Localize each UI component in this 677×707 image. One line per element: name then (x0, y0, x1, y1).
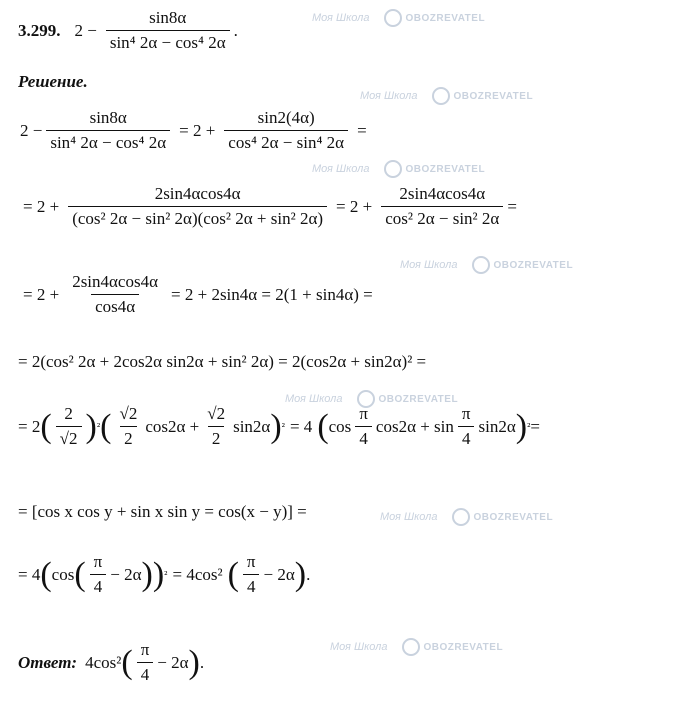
paren-open: ( (100, 407, 112, 445)
line7-lead: = 4 (18, 564, 41, 584)
line7-fraction-2 (243, 552, 260, 597)
watermark-brand: OBOZREVATEL (493, 259, 574, 271)
watermark (330, 638, 503, 656)
line2-den-a: (cos² 2α − sin² 2α)(cos² 2α + sin² 2α) (68, 206, 327, 229)
paren-open: ( (317, 407, 329, 445)
line5-power-1: ² (96, 420, 101, 433)
solution-line-4 (18, 352, 426, 372)
line4-text: = 2(cos² 2α + 2cos2α sin2α + sin² 2α) = 2(cos2α + sin2α)² = (18, 352, 427, 371)
answer-fraction (137, 640, 154, 685)
problem-lead: 2 − (74, 20, 97, 40)
paren-close: ) (294, 555, 307, 593)
line3-fraction (68, 272, 162, 317)
line5-num-5: π (461, 404, 471, 423)
watermark-logo-icon (452, 508, 470, 526)
solution-line-5 (18, 404, 540, 449)
answer-tail: − 2α (157, 652, 189, 672)
line7-num-1: π (93, 552, 103, 571)
problem-fraction (106, 8, 230, 53)
line7-num-2: π (246, 552, 256, 571)
line5-fraction-5 (458, 404, 475, 449)
line5-fraction-1 (56, 404, 82, 449)
line5-fraction-2 (115, 404, 141, 449)
line5-power-2: ² (281, 420, 285, 433)
line1-num-a: sin8α (89, 108, 127, 127)
watermark (312, 160, 485, 178)
line5-eq: = 4 (289, 416, 313, 436)
solution-line-6 (18, 502, 307, 522)
paren-open: ( (40, 555, 52, 593)
watermark-brand: OBOZREVATEL (405, 12, 486, 24)
watermark-school: Моя Школа (312, 11, 370, 24)
paren-close: ) (515, 407, 528, 445)
paren-close: ) (85, 407, 97, 445)
line5-den-1: √2 (56, 426, 82, 449)
watermark-school: Моя Школа (360, 89, 418, 102)
line2-den-b: cos² 2α − sin² 2α (381, 206, 503, 229)
line2-num-b: 2sin4αcos4α (399, 184, 486, 203)
line5-fraction-4 (355, 404, 372, 449)
watermark-school: Моя Школа (330, 640, 388, 653)
watermark-brand: OBOZREVATEL (378, 393, 459, 405)
watermark-brand: OBOZREVATEL (423, 641, 504, 653)
line5-den-3: 2 (208, 426, 225, 449)
line7-fraction-1 (90, 552, 107, 597)
watermark-school: Моя Школа (380, 510, 438, 523)
answer-line (18, 640, 204, 685)
line2-eq: = 2 + (336, 196, 373, 216)
line2-lead: = 2 + (23, 196, 60, 216)
answer-pre: 4cos² (85, 652, 122, 672)
line1-tail: = (357, 120, 367, 140)
line1-lead: 2 − (20, 120, 43, 140)
line2-fraction-b (381, 184, 503, 229)
line5-cos: cos2α + (145, 416, 200, 436)
watermark-logo-icon (384, 160, 402, 178)
line5-num-4: π (359, 404, 368, 423)
line1-eq: = 2 + (179, 120, 216, 140)
problem-denominator: sin⁴ 2α − cos⁴ 2α (106, 30, 230, 53)
watermark-brand: OBOZREVATEL (473, 511, 554, 523)
line2-tail: = (507, 196, 517, 216)
line7-den-1: 4 (90, 574, 107, 597)
watermark (400, 256, 573, 274)
problem-numerator: sin8α (149, 8, 187, 27)
line2-num-a: 2sin4αcos4α (154, 184, 241, 203)
watermark-school: Моя Школа (285, 392, 343, 405)
line7-den-2: 4 (243, 574, 260, 597)
problem-number: 3.299. (18, 20, 61, 40)
watermark (380, 508, 553, 526)
line2-fraction-a (68, 184, 327, 229)
line6-text: = [cos x cos y + sin x sin y = cos(x − y)] = (18, 502, 307, 521)
watermark-logo-icon (402, 638, 420, 656)
answer-label: Ответ: (18, 652, 78, 672)
line3-num: 2sin4αcos4α (72, 272, 159, 291)
solution-label: Решение. (18, 72, 88, 91)
line7-tail: . (306, 564, 311, 584)
line5-lead: = 2 (18, 416, 41, 436)
watermark-school: Моя Школа (312, 162, 370, 175)
watermark-school: Моя Школа (400, 258, 458, 271)
paren-open: ( (74, 555, 86, 593)
line5-sin-b: sin2α (478, 416, 516, 436)
line7-power: ² (164, 568, 168, 581)
watermark-brand: OBOZREVATEL (453, 90, 534, 102)
line5-den-2: 2 (120, 426, 137, 449)
solution-line-7 (18, 552, 310, 597)
watermark-logo-icon (432, 87, 450, 105)
problem-statement (18, 8, 238, 53)
line7-cos: cos (51, 564, 75, 584)
watermark-logo-icon (384, 9, 402, 27)
line5-num-1: 2 (64, 404, 73, 423)
line7-minus: − 2α (110, 564, 142, 584)
solution-line-3 (18, 272, 378, 317)
line5-den-5: 4 (458, 426, 475, 449)
line1-num-b: sin2(4α) (257, 108, 315, 127)
solution-line-1 (20, 108, 372, 153)
line3-den: cos4α (91, 294, 139, 317)
paren-open: ( (121, 643, 133, 681)
line7-minus-b: − 2α (263, 564, 295, 584)
answer-num: π (140, 640, 150, 659)
paren-close: ) (188, 643, 200, 681)
paren-close: ) (270, 407, 282, 445)
line3-rest: = 2 + 2sin4α = 2(1 + sin4α) = (171, 284, 373, 304)
watermark-brand: OBOZREVATEL (405, 163, 486, 175)
solution-line-2 (18, 184, 517, 229)
line5-power-3: ² (527, 420, 531, 433)
line5-den-4: 4 (355, 426, 372, 449)
watermark-logo-icon (472, 256, 490, 274)
line5-num-2: √2 (119, 404, 138, 423)
paren-close: )) (141, 555, 165, 593)
line1-fraction-b (224, 108, 348, 153)
watermark (360, 87, 533, 105)
paren-open: ( (227, 555, 239, 593)
line5-sin: sin2α (233, 416, 271, 436)
watermark (312, 9, 485, 27)
line3-lead: = 2 + (23, 284, 60, 304)
answer-end: . (199, 652, 205, 672)
line5-mid: cos2α + sin (375, 416, 454, 436)
paren-open: ( (40, 407, 52, 445)
line5-num-3: √2 (207, 404, 226, 423)
line5-tail: = (530, 416, 540, 436)
line5-fraction-3 (203, 404, 229, 449)
line5-cos-b: cos (328, 416, 352, 436)
line1-fraction-a (46, 108, 170, 153)
line1-den-a: sin⁴ 2α − cos⁴ 2α (46, 130, 170, 153)
line1-den-b: cos⁴ 2α − sin⁴ 2α (224, 130, 348, 153)
line7-eq: = 4cos² (172, 564, 223, 584)
problem-tail: . (233, 20, 238, 40)
answer-den: 4 (137, 662, 154, 685)
